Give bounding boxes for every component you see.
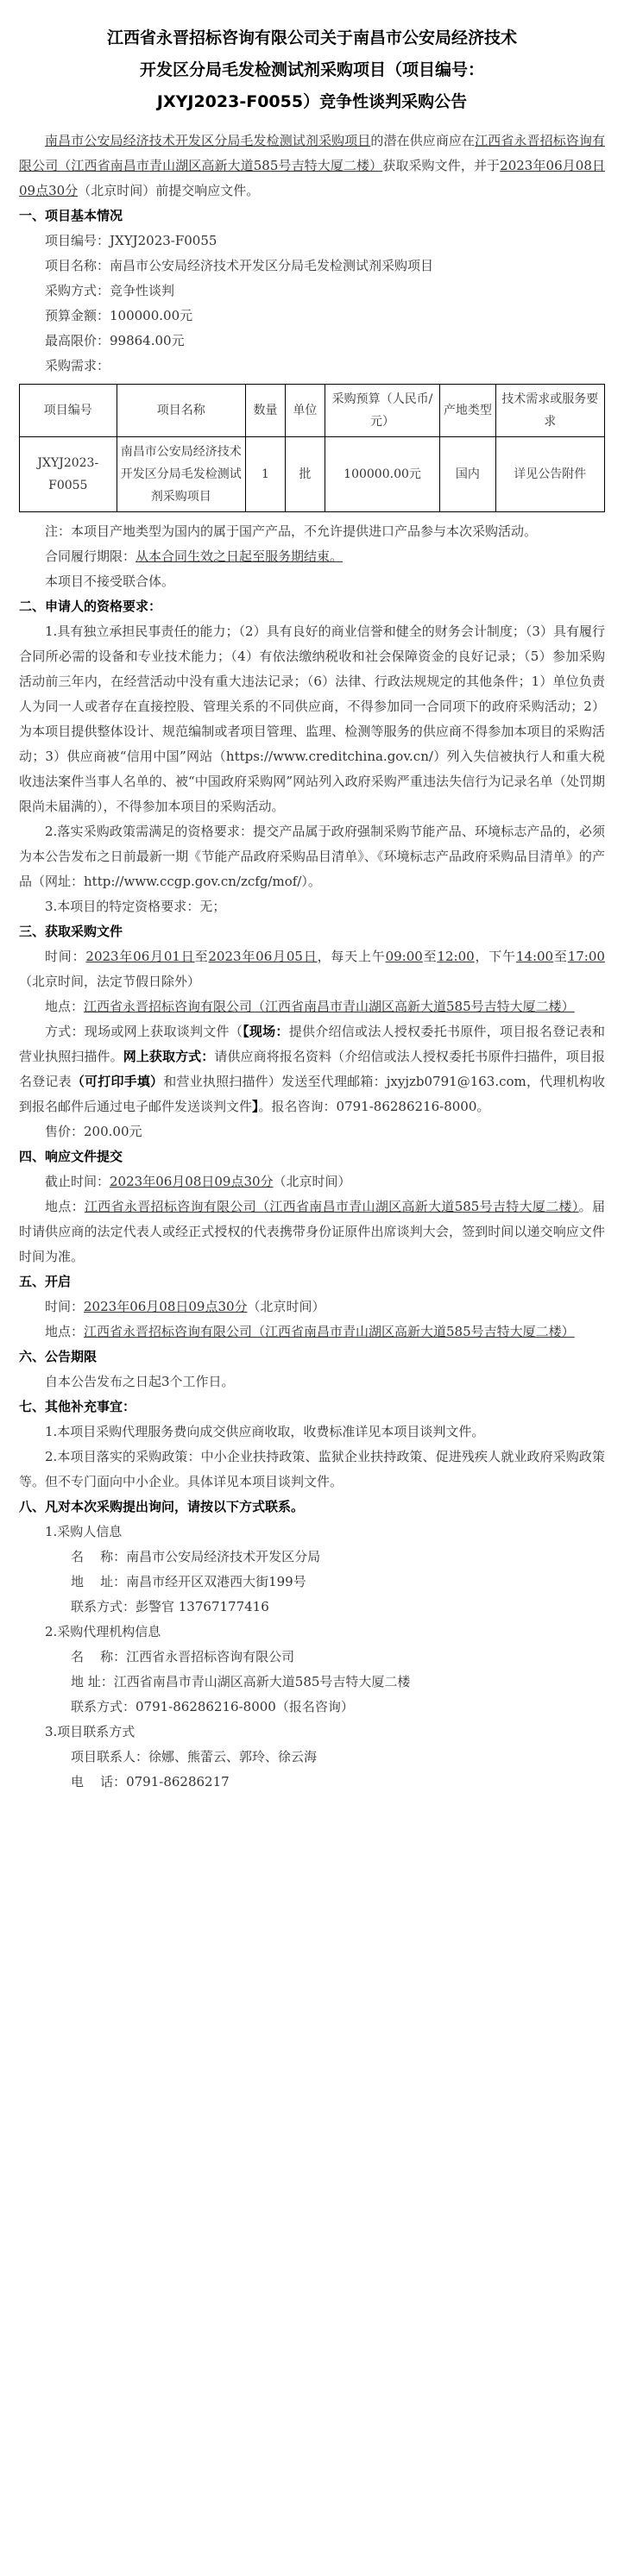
project-contact-title: 3.项目联系方式 bbox=[45, 1724, 136, 1739]
obtain-pm-end: 17:00 bbox=[567, 949, 605, 964]
intro-text-1: 的潜在供应商应在 bbox=[370, 133, 476, 148]
table-header: 采购预算（人民币/元） bbox=[325, 385, 439, 437]
intro-text-3: （北京时间）前提交响应文件。 bbox=[78, 183, 260, 198]
purchaser-address: 地 址：南昌市经开区双港西大街199号 bbox=[71, 1574, 306, 1589]
table-cell: 国内 bbox=[440, 437, 495, 512]
obtain-pm-start: 14:00 bbox=[515, 949, 554, 964]
obtain-text-pm: ，下午 bbox=[474, 949, 516, 964]
title-line-3: JXYJ2023-F0055）竞争性谈判采购公告 bbox=[156, 92, 468, 111]
obtain-text-am-to: 至 bbox=[422, 949, 438, 964]
opening-place-value: 江西省永晋招标咨询有限公司（江西省南昌市青山湖区高新大道585号吉特大厦二楼） bbox=[84, 1324, 575, 1339]
obtain-time-label: 时间： bbox=[45, 949, 86, 964]
obtain-time bbox=[19, 944, 605, 994]
table-header: 产地类型 bbox=[440, 385, 495, 437]
table-cell: 1 bbox=[245, 437, 285, 512]
document-price: 售价：200.00元 bbox=[45, 1124, 142, 1139]
submission-place-tail: 。届时请供应商的法定代表人或经正式授权的代表携带身份证原件出席谈判大会，签到时间以递交响应文件时间为准。 bbox=[19, 1199, 605, 1264]
consortium-note: 本项目不接受联合体。 bbox=[45, 573, 175, 589]
title-line-1: 江西省永晋招标咨询有限公司关于南昌市公安局经济技术 bbox=[106, 28, 517, 47]
supplement-2: 2.本项目落实的采购政策：中小企业扶持政策、监狱企业扶持政策、促进残疾人就业政府采购政策等。但不专门面向中小企业。具体详见本项目谈判文件。 bbox=[19, 1449, 605, 1489]
obtain-place-label: 地点： bbox=[45, 999, 85, 1014]
table-cell: JXYJ2023-F0055 bbox=[20, 437, 117, 512]
obtain-date-end: 2023年06月05日 bbox=[208, 949, 318, 964]
table-header: 项目编号 bbox=[20, 385, 117, 437]
obtain-method bbox=[19, 1019, 605, 1119]
method-text-4: 和营业执照扫描件）发送至代理邮箱：jxyjzb0791@163.com，代理机构收到报名邮件后通过电子邮件发送谈判文件 bbox=[19, 1074, 605, 1114]
procurement-method: 采购方式：竞争性谈判 bbox=[45, 283, 175, 298]
purchaser-info-title: 1.采购人信息 bbox=[45, 1524, 123, 1539]
section-3-heading: 三、获取采购文件 bbox=[19, 924, 123, 939]
purchaser-name: 名 称：南昌市公安局经济技术开发区分局 bbox=[71, 1549, 321, 1564]
method-text-3: 请供应商将报名资料（介绍信或法人授权委托书原件扫描件，项目报名登记表 bbox=[19, 1049, 605, 1089]
table-cell: 详见公告附件 bbox=[495, 437, 604, 512]
obtain-am-end: 12:00 bbox=[437, 949, 475, 964]
section-7-heading: 七、其他补充事宜： bbox=[19, 1399, 136, 1414]
obtain-date-start: 2023年06月01日 bbox=[85, 949, 195, 964]
submission-place-value: 江西省永晋招标咨询有限公司（江西省南昌市青山湖区高新大道585号吉特大厦二楼） bbox=[84, 1199, 579, 1214]
title-line-2: 开发区分局毛发检测试剂采购项目（项目编号： bbox=[139, 60, 484, 79]
contract-period-label: 合同履行期限： bbox=[45, 548, 136, 564]
purchaser-contact: 联系方式：彭警官 13767177416 bbox=[71, 1599, 269, 1614]
method-bold-3: （可打印手填） bbox=[71, 1074, 164, 1089]
project-name: 项目名称：南昌市公安局经济技术开发区分局毛发检测试剂采购项目 bbox=[45, 258, 434, 273]
intro-project-name: 南昌市公安局经济技术开发区分局毛发检测试剂采购项目 bbox=[45, 133, 371, 148]
opening-time bbox=[19, 1294, 605, 1319]
origin-note: 注：本项目产地类型为国内的属于国产产品，不允许提供进口产品参与本次采购活动。 bbox=[45, 523, 538, 539]
qualification-general: 1.具有独立承担民事责任的能力；（2）具有良好的商业信誉和健全的财务会计制度；（3）具有履行合同所必需的设备和专业技术能力；（4）有依法缴纳税收和社会保障资金的良好记录；（5）参加采购活动前三年内，在经营活动中没有重大违法记录；（6）法律、行政法规规定的其他条件；1）单位负责人为同一人或者存在直接控股、管理关系的不同供应商，不得参加同一合同项下的政府采购活动；2）为本项目提供整体设计、规范编制或者项目管理、监理、检测等服务的供应商不得参加本项目的采购活动；3）供应商被“信用中国”网站（https://www.creditchina.gov.cn/）列入失信被执行人和重大税收违法案件当事人名单的、被“中国政府采购网”网站列入政府采购严重违法失信行为记录名单（处罚期限尚未届满的），不得参加本项目的采购活动。 bbox=[19, 624, 605, 814]
section-8-heading: 八、凡对本次采购提出询问，请按以下方式联系。 bbox=[19, 1499, 305, 1514]
method-text-2: 提供介绍信或法人授权委托书原件，项目报名登记表和营业执照扫描件。 bbox=[19, 1024, 605, 1064]
obtain-place-value: 江西省永晋招标咨询有限公司（江西省南昌市青山湖区高新大道585号吉特大厦二楼） bbox=[84, 999, 575, 1014]
agency-info-title: 2.采购代理机构信息 bbox=[45, 1624, 161, 1639]
method-bold-1: 【现场： bbox=[243, 1024, 289, 1039]
table-header-row bbox=[20, 385, 605, 437]
obtain-text-to: 至 bbox=[194, 949, 209, 964]
submission-deadline bbox=[19, 1169, 605, 1194]
table-cell: 南昌市公安局经济技术开发区分局毛发检测试剂采购项目 bbox=[117, 437, 245, 512]
contract-period-value: 从本合同生效之日起至服务期结束。 bbox=[136, 548, 344, 564]
table-row bbox=[20, 437, 605, 512]
submission-deadline-tail: （北京时间） bbox=[273, 1174, 351, 1189]
opening-time-tail: （北京时间） bbox=[247, 1299, 325, 1314]
intro-deadline: 2023年06月08日09点30分 bbox=[19, 158, 605, 198]
section-5-heading: 五、开启 bbox=[19, 1274, 72, 1289]
obtain-place bbox=[19, 994, 605, 1019]
intro-location: 江西省永晋招标咨询有限公司（江西省南昌市青山湖区高新大道585号吉特大厦二楼） bbox=[19, 133, 605, 173]
qualification-specific: 3.本项目的特定资格要求：无； bbox=[45, 899, 226, 914]
qualification-policy: 2.落实采购政策需满足的资格要求：提交产品属于政府强制采购节能产品、环境标志产品的，必须为本公告发布之日前最新一期《节能产品政府采购品目清单》、《环境标志产品政府采购品目清单》的产品（网址：http://www.ccgp.gov.cn/zcfg/mof/）。 bbox=[19, 824, 605, 889]
announcement-title bbox=[19, 22, 605, 118]
section-2-heading: 二、申请人的资格要求： bbox=[19, 599, 162, 614]
section-6-heading: 六、公告期限 bbox=[19, 1349, 98, 1364]
obtain-text-pm-to: 至 bbox=[553, 949, 568, 964]
obtain-time-tail: （北京时间，法定节假日除外） bbox=[19, 974, 201, 989]
agency-name: 名 称：江西省永晋招标咨询有限公司 bbox=[71, 1649, 295, 1664]
method-text-1: 方式：现场或网上获取谈判文件（ bbox=[45, 1024, 243, 1039]
opening-place-label: 地点： bbox=[45, 1324, 85, 1339]
requirements-table bbox=[19, 384, 605, 512]
intro-paragraph bbox=[19, 128, 605, 204]
supplement-1: 1.本项目采购代理服务费向成交供应商收取，收费标准详见本项目谈判文件。 bbox=[45, 1424, 485, 1439]
submission-place-label: 地点： bbox=[45, 1199, 85, 1214]
project-contact-phone: 电 话：0791-86286217 bbox=[71, 1774, 230, 1789]
submission-deadline-value: 2023年06月08日09点30分 bbox=[110, 1174, 274, 1189]
section-1-heading: 一、项目基本情况 bbox=[19, 208, 123, 223]
contract-period bbox=[19, 544, 605, 569]
submission-deadline-label: 截止时间： bbox=[45, 1174, 110, 1189]
agency-address: 地 址：江西省南昌市青山湖区高新大道585号吉特大厦二楼 bbox=[71, 1674, 411, 1689]
table-cell: 100000.00元 bbox=[325, 437, 439, 512]
method-bold-2: 网上获取方式： bbox=[123, 1049, 215, 1064]
opening-time-label: 时间： bbox=[45, 1299, 85, 1314]
table-header: 数量 bbox=[245, 385, 285, 437]
budget-amount: 预算金额：100000.00元 bbox=[45, 308, 193, 323]
table-header: 单位 bbox=[285, 385, 325, 437]
table-header: 项目名称 bbox=[117, 385, 245, 437]
obtain-am-start: 09:00 bbox=[385, 949, 423, 964]
procurement-demand-label: 采购需求： bbox=[45, 358, 110, 373]
project-number: 项目编号：JXYJ2023-F0055 bbox=[45, 233, 217, 248]
method-text-5: 。报名咨询：0791-86286216-8000。 bbox=[258, 1099, 490, 1114]
section-4-heading: 四、响应文件提交 bbox=[19, 1149, 123, 1164]
intro-text-2: 获取采购文件，并于 bbox=[382, 158, 501, 173]
method-bold-4: 】 bbox=[252, 1099, 259, 1114]
table-cell: 批 bbox=[285, 437, 325, 512]
notice-period: 自本公告发布之日起3个工作日。 bbox=[45, 1374, 235, 1389]
submission-place bbox=[19, 1194, 605, 1269]
table-header: 技术需求或服务要求 bbox=[495, 385, 604, 437]
project-contact-people: 项目联系人：徐娜、熊蕾云、郭玲、徐云海 bbox=[71, 1749, 318, 1764]
opening-place bbox=[19, 1319, 605, 1344]
obtain-text-daily: ，每天上午 bbox=[317, 949, 386, 964]
max-price: 最高限价：99864.00元 bbox=[45, 333, 185, 348]
agency-contact: 联系方式：0791-86286216-8000（报名咨询） bbox=[71, 1699, 354, 1714]
opening-time-value: 2023年06月08日09点30分 bbox=[84, 1299, 248, 1314]
